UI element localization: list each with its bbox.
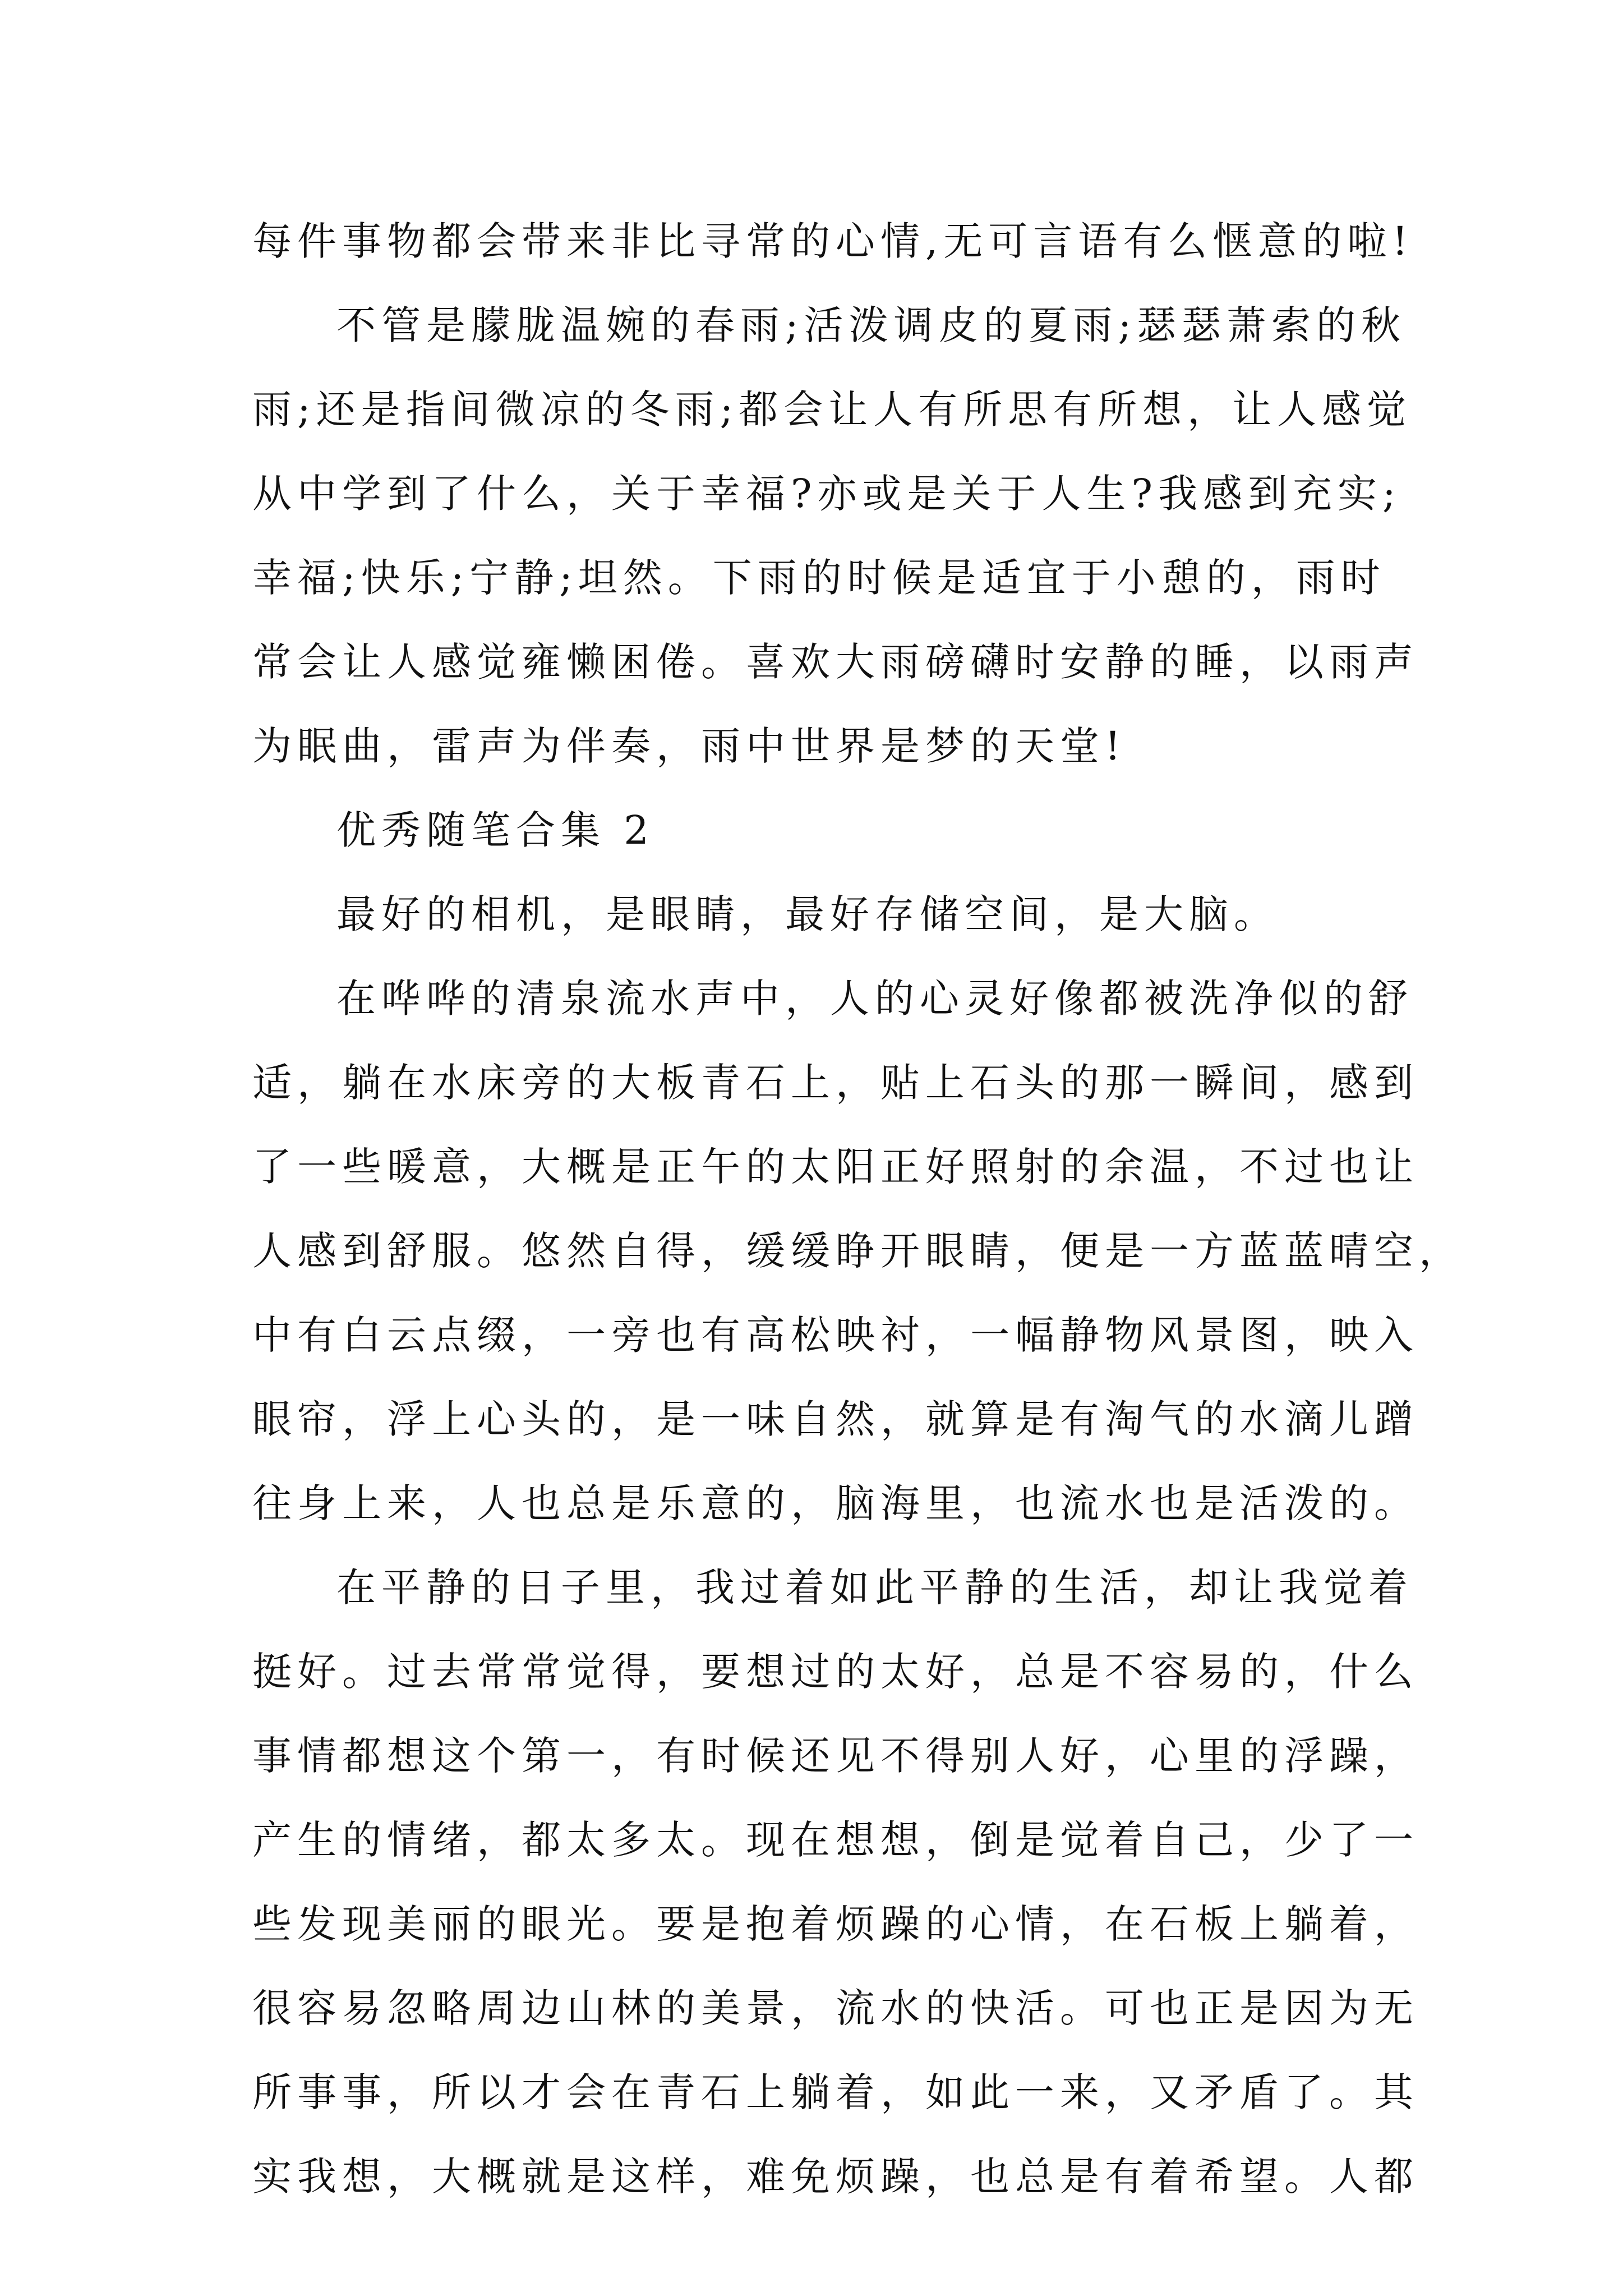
- text-line: 些发现美丽的眼光。要是抱着烦躁的心情，在石板上躺着，: [252, 1901, 1419, 1947]
- text-line: 所事事，所以才会在青石上躺着，如此一来，又矛盾了。其: [252, 2069, 1419, 2115]
- text-line: 了一些暖意，大概是正午的太阳正好照射的余温，不过也让: [252, 1144, 1419, 1190]
- text-line: 从中学到了什么，关于幸福?亦或是关于人生?我感到充实;: [252, 471, 1401, 517]
- text-line: 实我想，大概就是这样，难免烦躁，也总是有着希望。人都: [252, 2154, 1419, 2200]
- text-line: 适，躺在水床旁的大板青石上，贴上石头的那一瞬间，感到: [252, 1060, 1419, 1106]
- text-line: 幸福;快乐;宁静;坦然。下雨的时候是适宜于小憩的，雨时: [252, 555, 1386, 601]
- text-line: 最好的相机，是眼睛，最好存储空间，是大脑。: [336, 891, 1279, 937]
- text-line: 不管是朦胧温婉的春雨;活泼调皮的夏雨;瑟瑟萧索的秋: [336, 302, 1407, 348]
- text-line: 在平静的日子里，我过着如此平静的生活，却让我觉着: [336, 1565, 1413, 1611]
- text-line: 中有白云点缀，一旁也有高松映衬，一幅静物风景图，映入: [252, 1312, 1419, 1358]
- text-line: 常会让人感觉雍懒困倦。喜欢大雨磅礴时安静的睡，以雨声: [252, 639, 1419, 685]
- text-line: 为眠曲，雷声为伴奏，雨中世界是梦的天堂!: [252, 723, 1127, 769]
- text-line: 很容易忽略周边山林的美景，流水的快活。可也正是因为无: [252, 1985, 1419, 2031]
- text-line: 挺好。过去常常觉得，要想过的太好，总是不容易的，什么: [252, 1649, 1419, 1695]
- text-line: 每件事物都会带来非比寻常的心情,无可言语有么惬意的啦!: [252, 218, 1414, 264]
- text-line: 在哗哗的清泉流水声中，人的心灵好像都被洗净似的舒: [336, 976, 1413, 1022]
- text-line: 产生的情绪，都太多太。现在想想，倒是觉着自己，少了一: [252, 1817, 1419, 1863]
- section-heading: 优秀随笔合集 2: [336, 807, 654, 853]
- text-line: 雨;还是指间微凉的冬雨;都会让人有所思有所想，让人感觉: [252, 386, 1412, 432]
- text-line: 人感到舒服。悠然自得，缓缓睁开眼睛，便是一方蓝蓝晴空，: [252, 1228, 1464, 1274]
- text-line: 往身上来，人也总是乐意的，脑海里，也流水也是活泼的。: [252, 1480, 1419, 1526]
- text-line: 事情都想这个第一，有时候还见不得别人好，心里的浮躁，: [252, 1733, 1419, 1779]
- text-line: 眼帘，浮上心头的，是一味自然，就算是有淘气的水滴儿蹭: [252, 1396, 1419, 1442]
